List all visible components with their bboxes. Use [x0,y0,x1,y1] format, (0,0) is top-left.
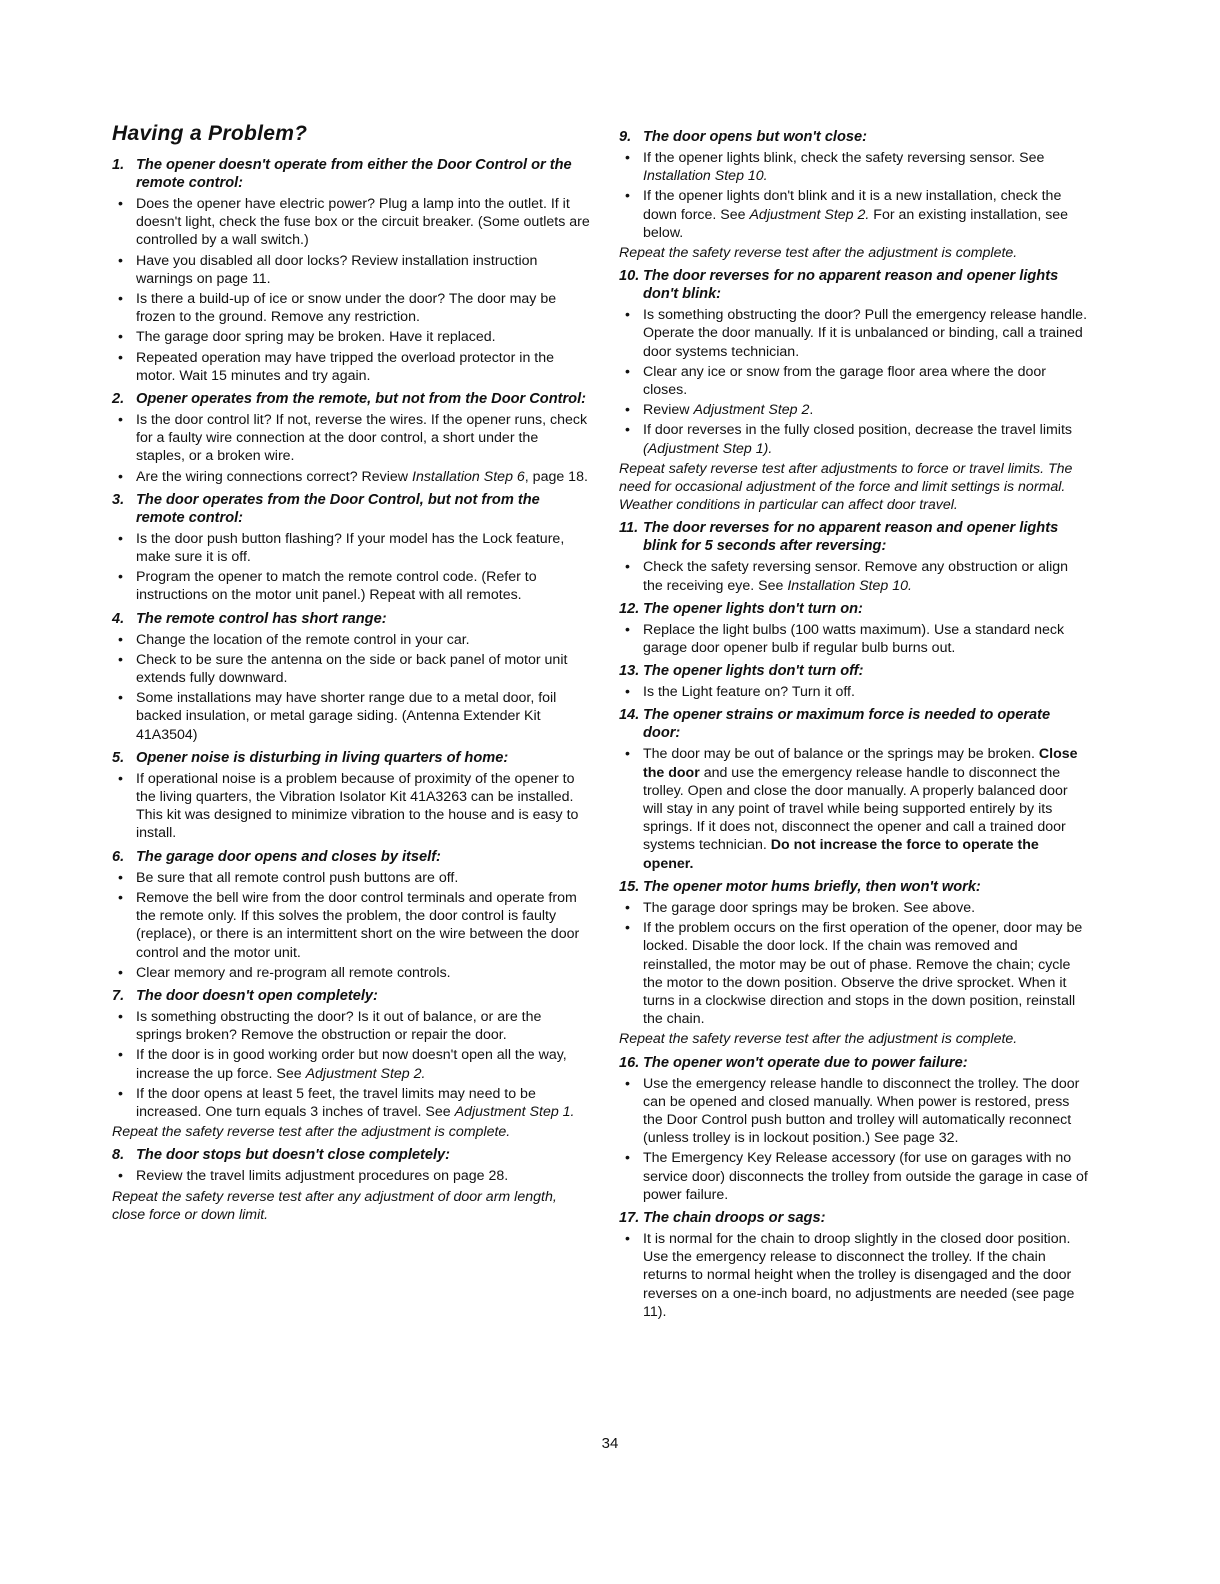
solution-item: • Is something obstructing the door? Pull the emergency release handle. Operate the door manually. If it is unbalanced or binding, call a trained door systems technician. [619,306,1089,361]
solution-list [619,745,1089,872]
solution-item: • Is there a build-up of ice or snow under the door? The door may be frozen to the ground. Remove any restriction. [112,290,590,326]
troubleshooting-item [112,749,590,843]
right-column [619,128,1089,1326]
problem-heading [619,519,1089,555]
solution-list [112,869,590,982]
problem-title: The opener won't operate due to power failure: [643,1054,968,1071]
problem-number: 11. [619,520,639,537]
solution-item: • Review the travel limits adjustment procedures on page 28. [112,1167,590,1185]
solution-list [619,899,1089,1028]
problem-number: 14. [619,707,640,724]
solution-item: • If operational noise is a problem because of proximity of the opener to the living quarters, the Vibration Isolator Kit 41A3263 can be installed. This kit was designed to minimize vibration to the house and is easy to install. [112,770,590,843]
solution-text: Adjustment Step 2. [749,206,870,223]
problem-heading [619,706,1089,742]
solution-item: • Have you disabled all door locks? Review installation instruction warnings on page 11. [112,252,590,288]
troubleshooting-item [619,267,1089,514]
page-number: 34 [601,1435,619,1452]
solution-text: . [809,402,814,419]
problem-number: 10. [619,268,640,285]
solution-item: • If the problem occurs on the first operation of the opener, door may be locked. Disable the door lock. If the chain was removed and reinstalled, the motor may be out of phase. Remove the chain; cycle the motor to the down position. Observe the drive sprocket. When it turns in a clockwise direction and stops in the down position, reinstall the chain. [619,919,1089,1028]
problem-number: 2. [112,391,125,408]
problem-number: 15. [619,878,640,895]
troubleshooting-item [619,878,1089,1049]
solution-list [112,411,590,486]
troubleshooting-item [619,1209,1089,1321]
solution-item: • Clear any ice or snow from the garage floor area where the door closes. [619,363,1089,399]
solution-text: Installation Step 10. [643,168,768,185]
solution-text: The door may be out of balance or the springs may be broken. [643,746,1039,763]
problem-number: 4. [112,610,125,627]
solution-item: • The garage door springs may be broken. See above. [619,899,1089,917]
solution-text: If the opener lights don't blink and it is a new installation, check the down force. See [643,188,1062,223]
problem-heading [112,749,590,767]
solution-text: Installation Step 10. [787,577,912,594]
problem-number: 16. [619,1054,640,1071]
solution-text: Adjustment Step 2. [305,1065,426,1082]
solution-list [619,558,1089,594]
problem-heading [112,848,590,866]
solution-item: • Some installations may have shorter range due to a metal door, foil backed insulation, or metal garage siding. (Antenna Extender Kit 41A3504) [112,689,590,744]
solution-text: For an existing installation, see below. [643,206,1069,241]
problem-heading [619,267,1089,303]
problem-number: 5. [112,749,125,766]
solution-item: • Change the location of the remote control in your car. [112,631,590,649]
problem-heading [112,491,590,527]
page-title: Having a Problem? [112,122,308,145]
problem-heading [112,987,590,1005]
solution-text: Close the door [643,746,1078,781]
problem-heading [112,156,590,192]
solution-list [619,149,1089,242]
troubleshooting-item [112,610,590,744]
problem-number: 8. [112,1147,125,1164]
solution-text: (Adjustment Step 1). [643,440,773,457]
problem-title: Opener operates from the remote, but not from the Door Control: [136,391,586,408]
solution-item [112,1046,590,1082]
solution-item [619,187,1089,242]
solution-text: Are the wiring connections correct? Review [136,468,412,485]
solution-item [112,1085,590,1121]
solution-item: • It is normal for the chain to droop slightly in the closed door position. Use the emergency release to disconnect the trolley. If the chain returns to normal height when the trolley is disengaged and the door reverses on a one-inch board, no adjustments are needed (see page 11). [619,1230,1089,1321]
solution-list [619,1075,1089,1204]
problem-heading [619,662,1089,680]
problem-title: The door doesn't open completely: [136,987,378,1004]
solution-list [112,195,590,385]
problem-title: The door reverses for no apparent reason and opener lights don't blink: [643,268,1059,303]
problem-title: The chain droops or sags: [643,1209,826,1226]
troubleshooting-item [112,848,590,982]
solution-item: • Is something obstructing the door? Is it out of balance, or are the springs broken? Remove the obstruction or repair the door. [112,1008,590,1044]
solution-text: and use the emergency release handle to disconnect the trolley. Open and close the door manually. A properly balanced door will stay in any point of travel while being supported entirely by its springs. If it does not, disconnect the opener and call a trained door systems technician. [643,764,1068,854]
solution-item: • Program the opener to match the remote control code. (Refer to instructions on the motor unit panel.) Repeat with all remotes. [112,568,590,604]
solution-item: • Does the opener have electric power? Plug a lamp into the outlet. If it doesn't light, check the fuse box or the circuit breaker. (Some outlets are controlled by a wall switch.) [112,195,590,250]
problem-number: 12. [619,600,640,617]
problem-heading [112,610,590,628]
troubleshooting-item [619,600,1089,657]
troubleshooting-item [112,987,590,1141]
left-column [112,122,590,1229]
problem-number: 7. [112,987,125,1004]
solution-list [619,1230,1089,1321]
problem-title: The opener lights don't turn on: [643,600,863,617]
solution-text: If the door is in good working order but now doesn't open all the way, increase the up force. See [136,1047,567,1082]
solution-text: Review [643,402,694,419]
problem-title: The opener motor hums briefly, then won't work: [643,878,981,895]
safety-note: Repeat the safety reverse test after any adjustment of door arm length, close force or down limit. [112,1188,557,1223]
solution-item [112,468,590,486]
problem-title: The opener doesn't operate from either the Door Control or the remote control: [136,157,572,191]
solution-item: • Be sure that all remote control push buttons are off. [112,869,590,887]
troubleshooting-item [619,128,1089,262]
solution-item: • Is the door push button flashing? If your model has the Lock feature, make sure it is off. [112,530,590,566]
troubleshooting-item [112,156,590,385]
troubleshooting-item [619,519,1089,594]
problem-title: The door operates from the Door Control, but not from the remote control: [136,491,540,526]
problem-heading [619,128,1089,146]
solution-item [619,401,1089,419]
troubleshooting-item [112,390,590,486]
solution-list [619,306,1089,458]
problem-number: 9. [619,129,632,145]
solution-list [619,683,1089,701]
problem-number: 3. [112,491,125,508]
solution-list [112,1167,590,1185]
solution-list [112,770,590,843]
troubleshooting-item [112,491,590,605]
solution-text: If door reverses in the fully closed position, decrease the travel limits [643,422,1072,439]
problem-number: 6. [112,848,125,865]
problem-title: Opener noise is disturbing in living quarters of home: [136,749,509,766]
solution-item: • Check to be sure the antenna on the side or back panel of motor unit extends fully downward. [112,651,590,687]
solution-item: • Remove the bell wire from the door control terminals and operate from the remote only. If this solves the problem, the door control is faulty (replace), or there is an intermittent short on the wire between the door control and the motor unit. [112,889,590,962]
troubleshooting-item [619,662,1089,701]
problem-heading [619,600,1089,618]
solution-list [619,621,1089,657]
solution-text: Adjustment Step 2 [693,402,810,419]
problem-heading [112,390,590,408]
solution-item: • Use the emergency release handle to disconnect the trolley. The door can be opened and closed manually. When power is restored, press the Door Control push button and trolley will automatically reconnect (unless trolley is in lockout position.) See page 32. [619,1075,1089,1148]
safety-note: Repeat safety reverse test after adjustments to force or travel limits. The need for occasional adjustment of the force and limit settings is normal. Weather conditions in particular can affect door travel. [619,460,1073,514]
problem-title: The door opens but won't close: [643,129,867,145]
solution-item: • The Emergency Key Release accessory (for use on garages with no service door) disconnects the trolley from outside the garage in case of power failure. [619,1149,1089,1204]
problem-number: 13. [619,663,640,680]
problem-heading [619,1054,1089,1072]
problem-title: The door reverses for no apparent reason and opener lights blink for 5 seconds after reversing: [643,520,1059,555]
problem-title: The door stops but doesn't close completely: [136,1147,451,1164]
solution-list [112,1008,590,1121]
solution-item: • Is the Light feature on? Turn it off. [619,683,1089,701]
solution-item: • Replace the light bulbs (100 watts maximum). Use a standard neck garage door opener bulb if regular bulb burns out. [619,621,1089,657]
solution-item: • Clear memory and re-program all remote controls. [112,964,590,982]
solution-list [112,530,590,605]
troubleshooting-item [112,1146,590,1224]
solution-list [112,631,590,744]
solution-text: If the door opens at least 5 feet, the travel limits may need to be increased. One turn equals 3 inches of travel. See [136,1085,536,1120]
safety-note: Repeat the safety reverse test after the adjustment is complete. [112,1124,511,1141]
solution-item: • Repeated operation may have tripped the overload protector in the motor. Wait 15 minutes and try again. [112,349,590,385]
problem-number: 17. [619,1209,640,1226]
solution-item [619,149,1089,185]
solution-item: • Is the door control lit? If not, reverse the wires. If the opener runs, check for a faulty wire connection at the door control, a short under the staples, or a broken wire. [112,411,590,466]
solution-item: • The garage door spring may be broken. Have it replaced. [112,328,590,346]
solution-item [619,745,1089,872]
troubleshooting-item [619,706,1089,872]
problem-heading [619,878,1089,896]
problem-title: The garage door opens and closes by itself: [136,848,441,865]
solution-item [619,558,1089,594]
safety-note: Repeat the safety reverse test after the adjustment is complete. [619,245,1018,262]
problem-heading [619,1209,1089,1227]
solution-item [619,421,1089,457]
problem-title: The opener strains or maximum force is needed to operate door: [643,707,1051,742]
problem-title: The remote control has short range: [136,610,387,627]
problem-number: 1. [112,157,125,173]
problem-heading [112,1146,590,1164]
solution-text: Do not increase the force to operate the opener. [643,837,1039,872]
solution-text: , page 18. [524,468,588,485]
safety-note: Repeat the safety reverse test after the adjustment is complete. [619,1031,1018,1048]
solution-text: Adjustment Step 1. [454,1103,575,1120]
problem-title: The opener lights don't turn off: [643,663,864,680]
solution-text: Installation Step 6 [412,468,525,485]
solution-text: Check the safety reversing sensor. Remove any obstruction or align the receiving eye. See [643,559,1069,594]
troubleshooting-item [619,1054,1089,1204]
solution-text: If the opener lights blink, check the safety reversing sensor. See [643,150,1045,166]
